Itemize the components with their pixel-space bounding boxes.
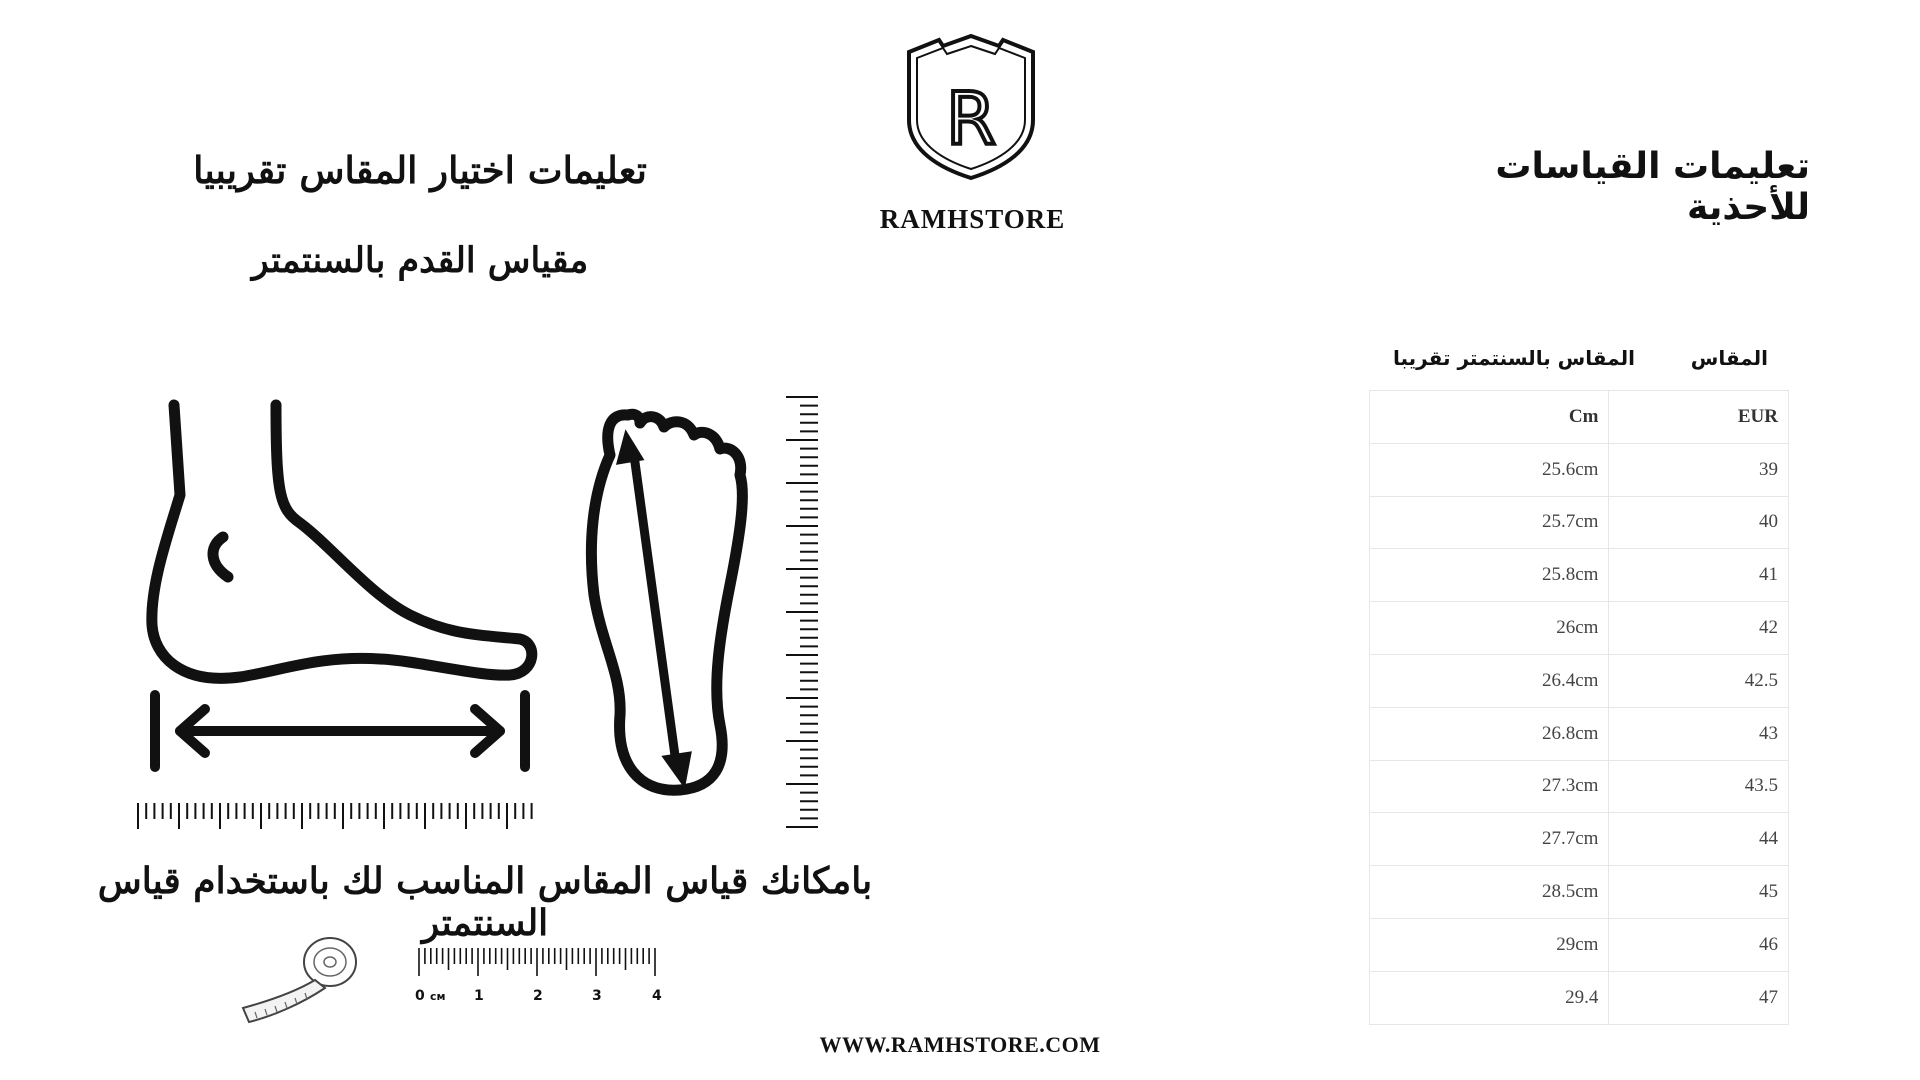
ruler-label: 0 bbox=[415, 988, 425, 1004]
ruler-label: cм bbox=[430, 990, 446, 1003]
cell-cm: 25.8cm bbox=[1370, 549, 1609, 602]
cell-cm: 29cm bbox=[1370, 918, 1609, 971]
table-row bbox=[1370, 549, 1789, 602]
cell-cm: 28.5cm bbox=[1370, 866, 1609, 919]
cell-cm: 27.3cm bbox=[1370, 760, 1609, 813]
cell-size: 47 bbox=[1609, 971, 1789, 1024]
cell-size: 43.5 bbox=[1609, 760, 1789, 813]
table-row bbox=[1370, 813, 1789, 866]
website-url: WWW.RAMHSTORE.COM bbox=[819, 1032, 1101, 1057]
brand-name: RAMHSTORE bbox=[879, 204, 1066, 234]
table-row bbox=[1370, 866, 1789, 919]
cell-size: 44 bbox=[1609, 813, 1789, 866]
ruler-label: 2 bbox=[533, 988, 543, 1004]
cell-size: 41 bbox=[1609, 549, 1789, 602]
tape-measure-icon bbox=[235, 930, 365, 1030]
cell-size: 39 bbox=[1609, 443, 1789, 496]
header-cm: المقاس بالسنتمتر تقريبا bbox=[1393, 346, 1635, 370]
cell-cm: 29.4 bbox=[1370, 971, 1609, 1024]
table-row bbox=[1370, 760, 1789, 813]
cell-size: 45 bbox=[1609, 866, 1789, 919]
table-unit-row bbox=[1370, 391, 1789, 444]
cell-cm: 25.7cm bbox=[1370, 496, 1609, 549]
size-guide-title: تعليمات القياسات للأحذية bbox=[1495, 146, 1810, 228]
table-row bbox=[1370, 496, 1789, 549]
foot-sole-icon bbox=[591, 414, 742, 790]
cell-cm: 25.6cm bbox=[1370, 443, 1609, 496]
table-row bbox=[1370, 654, 1789, 707]
vertical-ruler-icon bbox=[786, 397, 818, 827]
table-row bbox=[1370, 602, 1789, 655]
length-arrow-icon bbox=[155, 695, 525, 767]
small-ruler-ticks bbox=[419, 948, 655, 976]
cell-size: 43 bbox=[1609, 707, 1789, 760]
ruler-label: 3 bbox=[592, 988, 602, 1004]
cell-cm: 26cm bbox=[1370, 602, 1609, 655]
shield-logo-icon bbox=[903, 32, 1039, 182]
cell-cm: 26.4cm bbox=[1370, 654, 1609, 707]
cell-size: 42.5 bbox=[1609, 654, 1789, 707]
cell-cm: 26.8cm bbox=[1370, 707, 1609, 760]
left-subheading: مقياس القدم بالسنتمتر bbox=[251, 240, 589, 281]
unit-cm: Cm bbox=[1370, 391, 1609, 444]
ruler-label: 4 bbox=[652, 988, 662, 1004]
table-row bbox=[1370, 707, 1789, 760]
table-row bbox=[1370, 918, 1789, 971]
cell-cm: 27.7cm bbox=[1370, 813, 1609, 866]
ruler-label: 1 bbox=[474, 988, 484, 1004]
brand-logo bbox=[903, 32, 1039, 182]
cell-size: 40 bbox=[1609, 496, 1789, 549]
cell-size: 46 bbox=[1609, 918, 1789, 971]
sole-length-arrow-icon bbox=[618, 433, 690, 785]
foot-measurement-illustration bbox=[80, 385, 880, 855]
side-foot-icon bbox=[152, 405, 532, 678]
table-row bbox=[1370, 971, 1789, 1024]
measure-caption: بامكانك قياس المقاس المناسب لك باستخدام قياس السنتمتر bbox=[97, 860, 873, 944]
left-heading: تعليمات اختيار المقاس تقريبيا bbox=[193, 148, 647, 192]
small-ruler bbox=[412, 940, 672, 1020]
header-size: المقاس bbox=[1690, 346, 1768, 370]
size-table bbox=[1369, 390, 1789, 1025]
horizontal-ruler-icon bbox=[138, 803, 532, 829]
unit-size: EUR bbox=[1609, 391, 1789, 444]
table-row bbox=[1370, 443, 1789, 496]
table-header-bar bbox=[1368, 346, 1788, 380]
logo-letter: R bbox=[945, 77, 997, 161]
cell-size: 42 bbox=[1609, 602, 1789, 655]
